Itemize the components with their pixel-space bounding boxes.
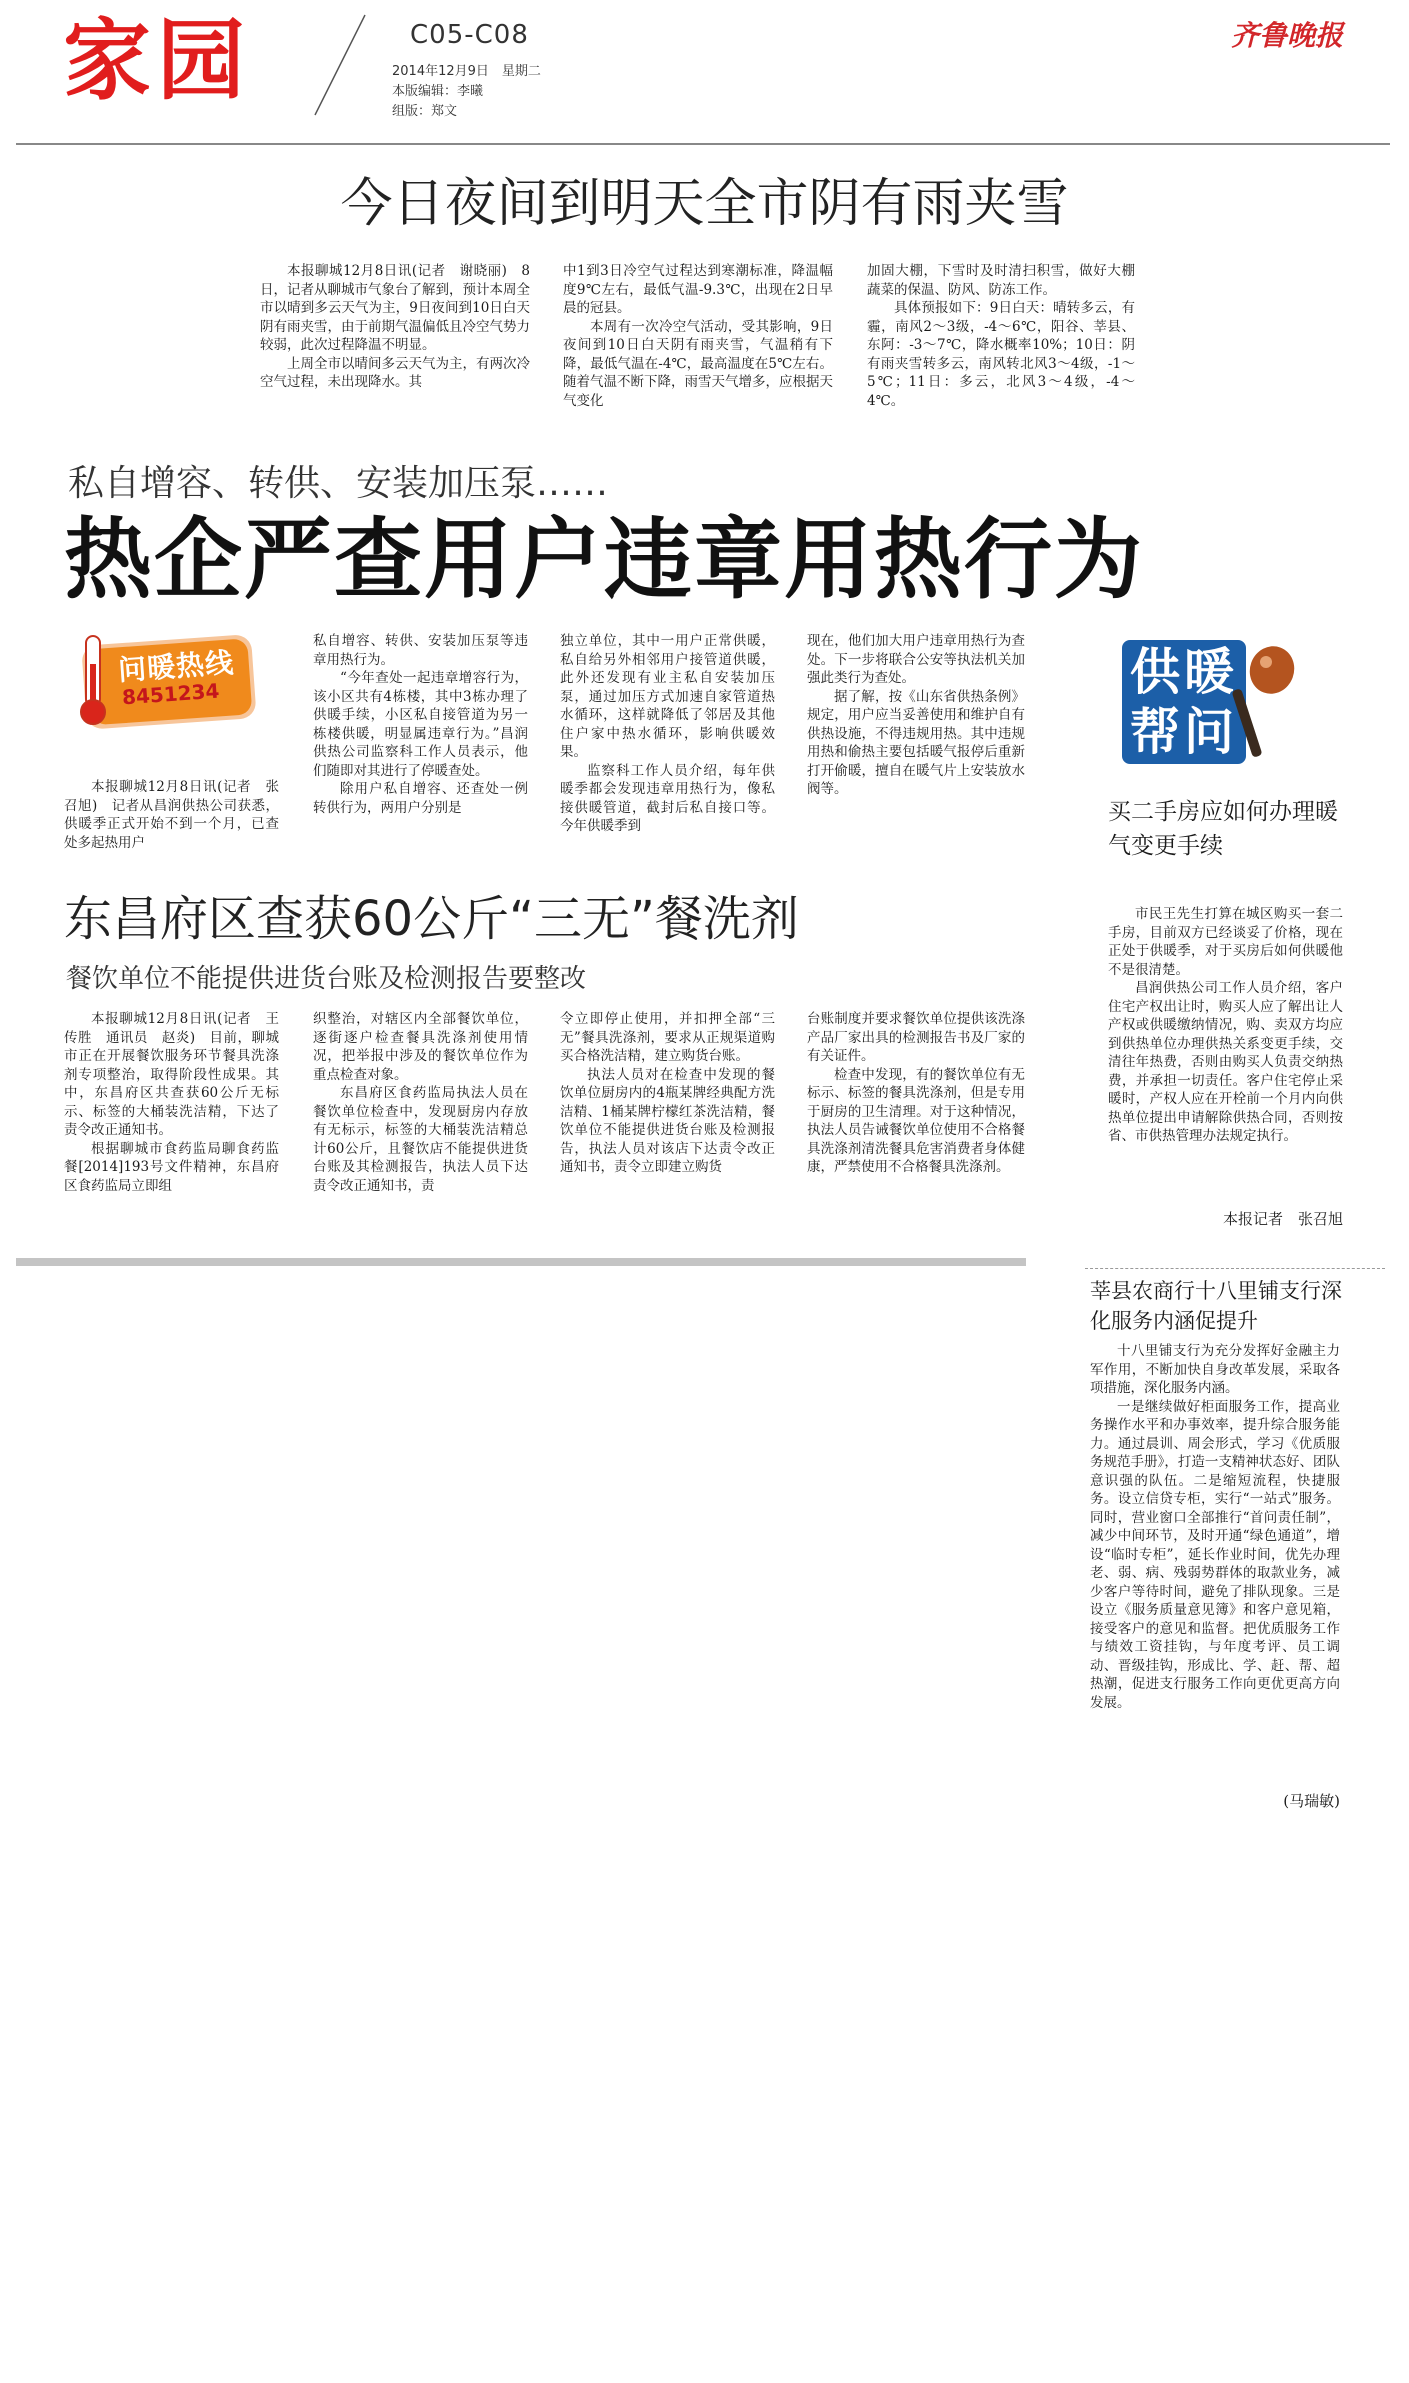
paragraph: 本周有一次冷空气活动，受其影响，9日夜间到10日白天阴有雨夹雪，气温稍有下降，最低气温在-4℃，最高温度在5℃左右。随着气温不断下降，雨雪天气增多，应根据天气变化: [563, 318, 833, 409]
masthead-slash-decoration: [310, 10, 370, 120]
ask-body: [1108, 905, 1343, 1146]
paragraph: 具体预报如下：9日白天：晴转多云，有霾，南风2～3级，-4～6℃，阳谷、莘县、东阿：-3～7℃，降水概率10%；10日：阴有雨夹雪转多云，南风转北风3～4级，-1～5℃；11日：多云，北风3～4级，-4～4℃。: [867, 300, 1135, 409]
paragraph: 令立即停止使用，并扣押全部“三无”餐具洗涤剂，要求从正规渠道购买合格洗洁精，建立购货台账。: [560, 1011, 775, 1064]
paragraph: 十八里铺支行为充分发挥好金融主力军作用，不断加快自身改革发展，采取各项措施，深化服务内涵。: [1090, 1343, 1340, 1396]
paragraph: 检查中发现，有的餐饮单位有无标示、标签的餐具洗涤剂，但是专用于厨房的卫生清理。对于这种情况，执法人员告诫餐饮单位使用不合格餐具洗涤剂清洗餐具危害消费者身体健康，严禁使用不合格餐具洗涤剂。: [807, 1066, 1025, 1175]
paragraph: “今年查处一起违章增容行为，该小区共有4栋楼，其中3栋办理了供暖手续，小区私自接管道为另一栋楼供暖，明显属违章行为。”昌润供热公司监察科工作人员表示，他们随即对其进行了停暖查处。: [313, 670, 528, 779]
weather-headline: 今日夜间到明天全市阴有雨夹雪: [340, 174, 1069, 234]
section-divider: [16, 1258, 1026, 1266]
paragraph: 昌润供热公司工作人员介绍，客户住宅产权出让时，购买人应了解出让人产权或供暖缴纳情况，购、卖双方均应到供热单位办理供热关系变更手续，交清往年热费，否则由购买人负责交纳热费，并承担一切责任。客户住宅停止采暖时，产权人应在开栓前一个月内向供热单位提出申请解除供热合同，否则按省、市供热管理办法规定执行。: [1108, 980, 1343, 1144]
paragraph: 东昌府区食药监局执法人员在餐饮单位检查中，发现厨房内存放有无标示，标签的大桶装洗洁精总计60公斤，且餐饮店不能提供进货台账及其检测报告，执法人员下达责令改正通知书，责: [313, 1085, 528, 1194]
detergent-column-4: [807, 1010, 1025, 1177]
weather-column-1: [260, 262, 530, 392]
sidebar-divider: [1085, 1268, 1385, 1270]
newspaper-logo: 齐鲁晚报: [1230, 19, 1343, 52]
detergent-column-1: [64, 1010, 279, 1195]
heating-column-4: [807, 632, 1025, 799]
paragraph: 台账制度并要求餐饮单位提供该洗涤产品厂家出具的检测报告书及厂家的有关证件。: [807, 1011, 1025, 1064]
weather-column-2: [563, 262, 833, 410]
detergent-headline: 东昌府区查获60公斤“三无”餐洗剂: [64, 891, 799, 947]
ask-byline: 本报记者 张召旭: [1222, 1210, 1343, 1228]
issue-date: 2014年12月9日 星期二: [392, 64, 541, 79]
paragraph: 独立单位，其中一用户正常供暖，私自给另外相邻用户接管道供暖，此外还发现有业主私自安装加压泵，通过加压方式加速自家管道热水循环，这样就降低了邻居及其他住户家中热水循环，影响供暖效果。: [560, 633, 775, 760]
hotline-number: 8451234: [121, 678, 221, 710]
badge-line-2: 帮问: [1130, 703, 1238, 761]
detergent-column-3: [560, 1010, 775, 1177]
weather-column-3: [867, 262, 1135, 410]
heating-column-1: [64, 778, 279, 852]
heating-column-2: [313, 632, 528, 817]
paragraph: 执法人员对在检查中发现的餐饮单位厨房内的4瓶某牌经典配方洗洁精、1桶某牌柠檬红茶洗洁精，餐饮单位不能提供进货台账及检测报告，执法人员对该店下达责令改正通知书，责令立即建立购货: [560, 1066, 775, 1175]
paragraph: 本报聊城12月8日讯(记者 谢晓丽) 8日，记者从聊城市气象台了解到，预计本周全市以晴到多云天气为主，9日夜间到10日白天阴有雨夹雪，由于前期气温偏低且冷空气势力较弱，此次过程降温不明显。: [260, 263, 530, 353]
bank-headline: 莘县农商行十八里铺支行深化服务内涵促提升: [1090, 1279, 1342, 1333]
paragraph: 根据聊城市食药监局聊食药监餐[2014]193号文件精神，东昌府区食药监局立即组: [64, 1140, 279, 1194]
paragraph: 本报聊城12月8日讯(记者 张召旭) 记者从昌润供热公司获悉，供暖季正式开始不到一个月，已查处多起热用户: [64, 779, 279, 851]
bank-byline: (马瑞敏): [1283, 1792, 1340, 1810]
weather-body: [260, 262, 1135, 432]
section-title: 家园: [63, 8, 252, 112]
ask-headline: 买二手房应如何办理暖气变更手续: [1108, 799, 1338, 859]
layout-credit: 组版：郑文: [392, 104, 458, 119]
paragraph: 除用户私自增容、还查处一例转供行为，两用户分别是: [313, 781, 528, 816]
paragraph: 织整治，对辖区内全部餐饮单位，逐街逐户检查餐具洗涤剂使用情况，把举报中涉及的餐饮单位作为重点检查对象。: [313, 1011, 528, 1083]
paragraph: 现在，他们加大用户违章用热行为查处。下一步将联合公安等执法机关加强此类行为查处。: [807, 633, 1025, 686]
paragraph: 上周全市以晴间多云天气为主，有两次冷空气过程，未出现降水。其: [260, 355, 530, 390]
detergent-subhead: 餐饮单位不能提供进货台账及检测报告要整改: [66, 964, 587, 994]
paragraph: 加固大棚，下雪时及时清扫积雪，做好大棚蔬菜的保温、防风、防冻工作。: [867, 263, 1135, 298]
paragraph: 一是继续做好柜面服务工作，提高业务操作水平和办事效率，提升综合服务能力。通过晨训、周会形式，学习《优质服务规范手册》，打造一支精神状态好、团队意识强的队伍。二是缩短流程，快捷服务。设立信贷专柜，实行“一站式”服务。同时，营业窗口全部推行“首问责任制”，减少中间环节，及时开通“绿色通道”，增设“临时专柜”，延长作业时间，优先办理老、弱、病、残弱势群体的取款业务，减少客户等待时间，避免了排队现象。三是设立《服务质量意见簿》和客户意见箱，接受客户的意见和监督。把优质服务工作与绩效工资挂钩，与年度考评、员工调动、晋级挂钩，形成比、学、赶、帮、超热潮，促进支行服务工作向更优更高方向发展。: [1090, 1398, 1340, 1711]
paragraph: 本报聊城12月8日讯(记者 王传胜 通讯员 赵炎) 目前，聊城市正在开展餐饮服务环节餐具洗涤剂专项整治，取得阶段性成果。其中，东昌府区共查获60公斤无标示、标签的大桶装洗洁精，下达了责令改正通知书。: [64, 1011, 279, 1138]
heating-headline: 热企严查用户违章用热行为: [64, 508, 1145, 611]
bank-body: [1090, 1342, 1340, 1712]
editor-credit: 本版编辑：李曦: [392, 84, 484, 99]
hotline-title: 问暖热线: [117, 645, 236, 688]
detergent-column-2: [313, 1010, 528, 1195]
masthead-rule: [16, 143, 1390, 145]
paragraph: 市民王先生打算在城区购买一套二手房，目前双方已经谈妥了价格，现在正处于供暖季，对于买房后如何供暖他不是很清楚。: [1108, 906, 1343, 978]
page-range: C05-C08: [410, 20, 529, 50]
heating-kicker: 私自增容、转供、安装加压泵……: [68, 463, 609, 504]
paragraph: 监察科工作人员介绍，每年供暖季都会发现违章用热行为，像私接供暖管道，截封后私自接口等。今年供暖季到: [560, 762, 775, 834]
paragraph: 私自增容、转供、安装加压泵等违章用热行为。: [313, 633, 528, 668]
badge-line-1: 供暖: [1130, 643, 1238, 701]
heating-help-badge: [1122, 640, 1307, 770]
paragraph: 据了解，按《山东省供热条例》规定，用户应当妥善使用和维护自有供热设施，不得违规用热。其中违规用热和偷热主要包括暖气报停后重新打开偷暖，擅自在暖气片上安装放水阀等。: [807, 688, 1025, 797]
heating-column-3: [560, 632, 775, 836]
paragraph: 中1到3日冷空气过程达到寒潮标准，降温幅度9℃左右，最低气温-9.3℃，出现在2日早晨的冠县。: [563, 263, 833, 316]
